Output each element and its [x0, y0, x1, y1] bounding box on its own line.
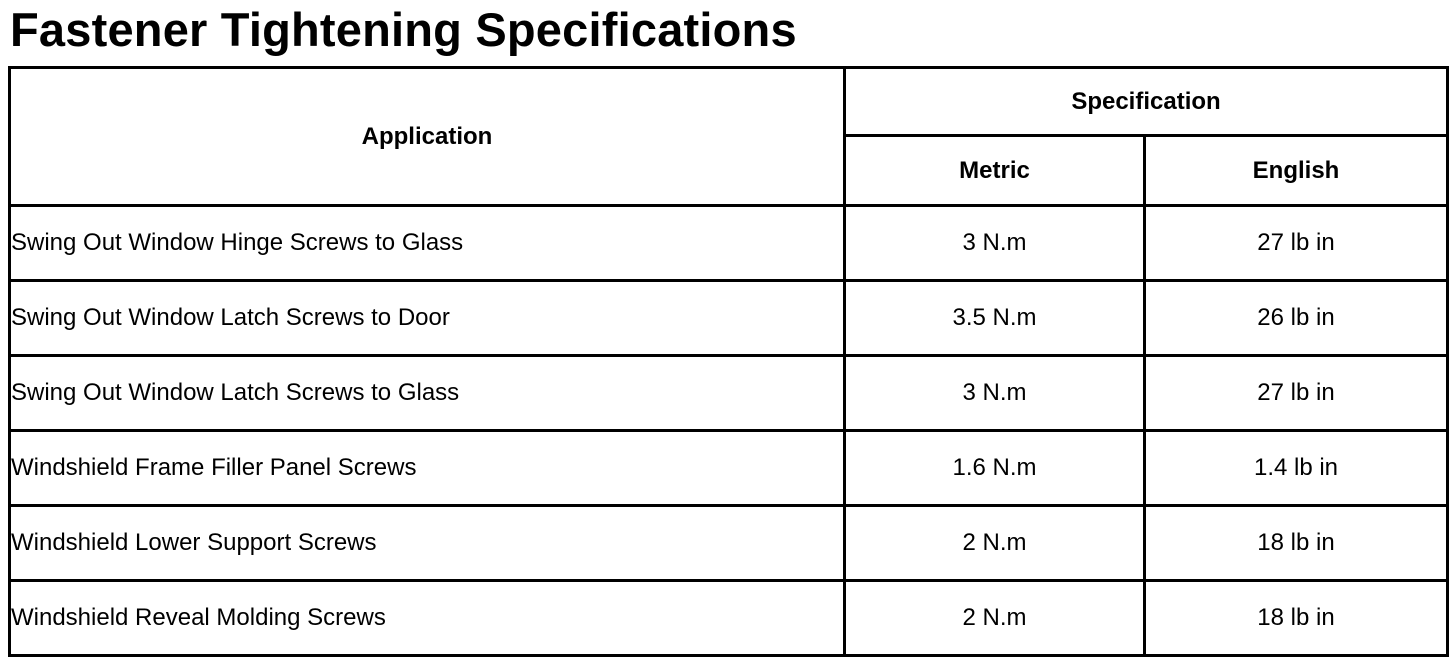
metric-cell: 3.5 N.m [845, 281, 1145, 356]
specification-header: Specification [845, 68, 1448, 136]
application-cell: Windshield Frame Filler Panel Screws [10, 431, 845, 506]
table-row [10, 581, 1448, 656]
english-cell: 18 lb in [1145, 581, 1448, 656]
metric-cell: 3 N.m [845, 356, 1145, 431]
application-cell: Windshield Lower Support Screws [10, 506, 845, 581]
english-cell: 26 lb in [1145, 281, 1448, 356]
metric-cell: 2 N.m [845, 581, 1145, 656]
table-row [10, 281, 1448, 356]
english-cell: 27 lb in [1145, 356, 1448, 431]
metric-cell: 1.6 N.m [845, 431, 1145, 506]
metric-header: Metric [845, 136, 1145, 206]
table-row [10, 206, 1448, 281]
english-cell: 1.4 lb in [1145, 431, 1448, 506]
application-cell: Windshield Reveal Molding Screws [10, 581, 845, 656]
table-row [10, 431, 1448, 506]
metric-cell: 3 N.m [845, 206, 1145, 281]
table-row [10, 506, 1448, 581]
english-cell: 18 lb in [1145, 506, 1448, 581]
english-cell: 27 lb in [1145, 206, 1448, 281]
application-header: Application [10, 68, 845, 206]
english-header: English [1145, 136, 1448, 206]
application-cell: Swing Out Window Latch Screws to Door [10, 281, 845, 356]
metric-cell: 2 N.m [845, 506, 1145, 581]
fastener-spec-table [8, 66, 1449, 657]
table-row [10, 356, 1448, 431]
page-title: Fastener Tightening Specifications [10, 3, 797, 56]
application-cell: Swing Out Window Latch Screws to Glass [10, 356, 845, 431]
application-cell: Swing Out Window Hinge Screws to Glass [10, 206, 845, 281]
header-row-top [10, 68, 1448, 136]
